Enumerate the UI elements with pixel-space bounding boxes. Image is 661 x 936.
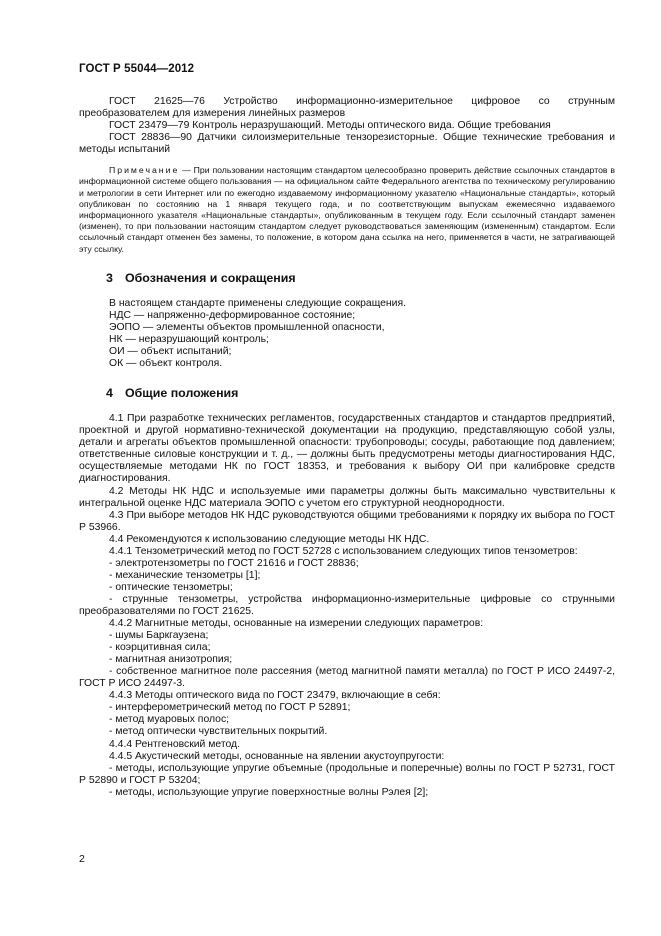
section-3-number: 3 <box>106 270 113 285</box>
note-label: Примечание <box>109 165 180 176</box>
clause-4-4-3: 4.4.3 Методы оптического вида по ГОСТ 23479, включающие в себя: <box>109 690 441 702</box>
list-item: - оптические тензометры; <box>109 581 233 593</box>
list-item: - механические тензометры [1]; <box>109 569 261 581</box>
clause-4-2: 4.2 Методы НК НДС и используемые ими параметры должны быть максимально чувствительны к интегральной оценке НДС материала ЭОПО с учетом его структурной неоднородности. <box>79 485 615 509</box>
abbreviation-item: ОК — объект контроля. <box>109 358 223 370</box>
reference-gost-23479: ГОСТ 23479—79 Контроль неразрушающий. Методы оптического вида. Общие требования <box>109 120 551 132</box>
abbreviation-item: НДС — напряженно-деформированное состояние; <box>109 309 356 321</box>
clause-4-4-4: 4.4.4 Рентгеновский метод. <box>109 738 240 750</box>
reference-gost-21625: ГОСТ 21625—76 Устройство информационно-измерительное цифровое со струнным преобразователем для измерения линейных размеров <box>79 96 615 120</box>
clause-4-4: 4.4 Рекомендуются к использованию следующие методы НК НДС. <box>109 533 430 545</box>
list-item: - электротензометры по ГОСТ 21616 и ГОСТ 28836; <box>109 557 359 569</box>
list-item: - метод оптически чувствительных покрытий. <box>109 726 328 738</box>
reference-gost-28836: ГОСТ 28836—90 Датчики силоизмерительные тензорезисторные. Общие технические требования и методы испытаний <box>79 132 615 156</box>
list-item: - струнные тензометры, устройства информационно-измерительные цифровые со струнными преобразователями по ГОСТ 21625. <box>79 593 615 617</box>
page-number: 2 <box>79 853 85 865</box>
section-4-content <box>79 413 615 799</box>
list-item: - метод муаровых полос; <box>109 714 230 726</box>
list-item: - методы, использующие упругие объемные (продольные и поперечные) волны по ГОСТ Р 52731, ГОСТ Р 52890 и ГОСТ Р 53204; <box>79 762 615 786</box>
abbreviations-list <box>79 298 615 370</box>
clause-4-4-2: 4.4.2 Магнитные методы, основанные на измерении следующих параметров: <box>109 618 484 630</box>
list-item: - коэрцитивная сила; <box>109 642 211 654</box>
abbreviations-intro: В настоящем стандарте применены следующие сокращения. <box>109 297 406 309</box>
abbreviation-item: ОИ — объект испытаний; <box>109 346 232 358</box>
list-item: - шумы Баркгаузена; <box>109 630 209 642</box>
note-paragraph <box>79 165 615 255</box>
section-4-heading <box>106 387 615 399</box>
section-4-number: 4 <box>106 386 113 401</box>
document-body <box>79 96 615 799</box>
section-3-title: Обозначения и сокращения <box>125 270 296 285</box>
clause-4-1: 4.1 При разработке технических регламентов, государственных стандартов и стандартов предприятий, проектной и другой нормативно-технической документации на продукцию, представляющую собой узлы, детали и агрегаты объектов промышленной опасности: трубопроводы; сосуды, работающие под давлением; ответственные силовые конструкции и т. д., — должны быть предусмотрены методы диагностирования НДС, осуществляемые методами НК по ГОСТ 18353, и требования к выбору ОИ при калибровке средств диагностирования. <box>79 413 615 485</box>
section-3-heading <box>106 272 615 284</box>
list-item: - магнитная анизотропия; <box>109 654 233 666</box>
list-item: - интерферометрический метод по ГОСТ Р 52891; <box>109 702 351 714</box>
list-item: - методы, использующие упругие поверхностные волны Рэлея [2]; <box>109 786 429 798</box>
clause-4-3: 4.3 При выборе методов НК НДС руководствуются общими требованиями к порядку их выбора по ГОСТ Р 53966. <box>79 509 615 533</box>
abbreviation-item: ЭОПО — элементы объектов промышленной опасности, <box>109 322 385 333</box>
clause-4-4-1: 4.4.1 Тензометрический метод по ГОСТ 52728 с использованием следующих типов тензометров: <box>109 545 578 557</box>
abbreviation-item: НК — неразрушающий контроль; <box>109 334 269 346</box>
note-text: — При пользовании настоящим стандартом целесообразно проверить действие ссылочных стандартов в информационной системе общего пользования — на официальном сайте Федерального агентства по техническому регулированию и метрологии в сети Интернет или по ежегодно издаваемому информационному указателю «Национальные стандарты», который опубликован по состоянию на 1 января текущего года, и по соответствующим выпускам ежемесячно издаваемого информационного указателя «Национальные стандарты», опубликованным в текущем году. Если ссылочный стандарт заменен (изменен), то при пользовании настоящим стандартом следует руководствоваться заменяющим (измененным) стандартом. Если ссылочный стандарт отменен без замены, то положение, в котором дана ссылка на него, применяется в части, не затрагивающей эту ссылку. <box>79 165 615 254</box>
section-4-title: Общие положения <box>125 386 239 401</box>
list-item: - собственное магнитное поле рассеяния (метод магнитной памяти металла) по ГОСТ Р ИСО 24497-2, ГОСТ Р ИСО 24497-3. <box>79 666 615 690</box>
document-header: ГОСТ Р 55044—2012 <box>79 63 195 75</box>
clause-4-4-5: 4.4.5 Акустический методы, основанные на явлении акустоупругости: <box>109 750 445 762</box>
